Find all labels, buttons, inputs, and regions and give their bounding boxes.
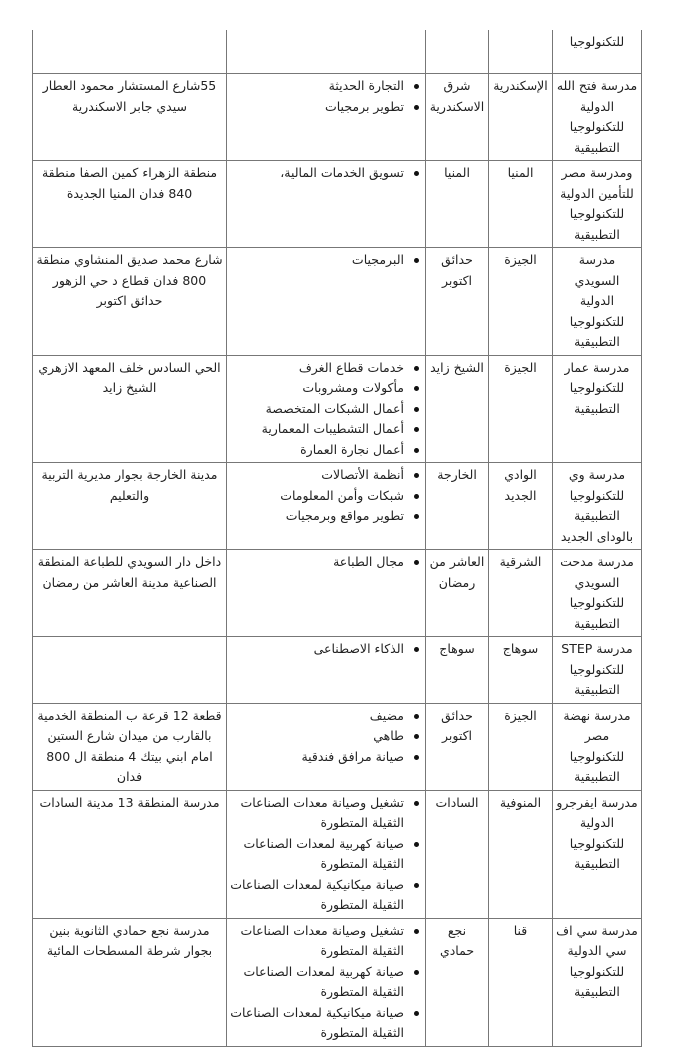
specialization-item: صيانة ميكانيكية لمعدات الصناعات الثقيلة المتطورة (230, 875, 404, 916)
school-name-cell: مدرسة وي للتكنولوجيا التطبيقية بالوداى الجديد (553, 463, 642, 550)
specializations-list (230, 358, 422, 461)
specialization-item: صيانة كهربية لمعدات الصناعات الثقيلة المتطورة (230, 834, 404, 875)
city-cell: الشيخ زايد (426, 355, 489, 463)
governorate-cell: الشرقية (489, 550, 553, 637)
specializations-cell (227, 248, 426, 356)
address-cell: 55شارع المستشار محمود العطار سيدي جابر الاسكندرية (33, 74, 227, 161)
specialization-item: صيانة ميكانيكية لمعدات الصناعات الثقيلة المتطورة (230, 1003, 404, 1044)
governorate-cell: الجيزة (489, 703, 553, 790)
school-name-cell: مدرسة عمار للتكنولوجيا التطبيقية (553, 355, 642, 463)
address-cell (33, 637, 227, 704)
specializations-list (230, 921, 422, 1044)
specialization-item: أعمال الشبكات المتخصصة (230, 399, 404, 420)
city-cell: المنيا (426, 161, 489, 248)
specialization-item: تطوير مواقع وبرمجيات (230, 506, 404, 527)
specialization-item: صيانة كهربية لمعدات الصناعات الثقيلة المتطورة (230, 962, 404, 1003)
specialization-item: تطوير برمجيات (230, 97, 404, 118)
specializations-list (230, 76, 422, 117)
governorate-cell: قنا (489, 918, 553, 1046)
specialization-item: تشغيل وصيانة معدات الصناعات الثقيلة المتطورة (230, 921, 404, 962)
specialization-item: أعمال التشطيبات المعمارية (230, 419, 404, 440)
city-cell: الخارجة (426, 463, 489, 550)
table-row (33, 918, 642, 1046)
city-cell: سوهاج (426, 637, 489, 704)
governorate-cell: المنيا (489, 161, 553, 248)
specialization-item: أعمال نجارة العمارة (230, 440, 404, 461)
school-name-cell: ومدرسة مصر للتأمين الدولية للتكنولوجيا التطبيقية (553, 161, 642, 248)
table-row (33, 74, 642, 161)
table-row (33, 161, 642, 248)
address-cell: الحي السادس خلف المعهد الازهري الشيخ زايد (33, 355, 227, 463)
specializations-cell (227, 355, 426, 463)
city-cell: حدائق اكتوبر (426, 248, 489, 356)
address-cell (33, 30, 227, 74)
specialization-item: مجال الطباعة (230, 552, 404, 573)
specialization-item: تشغيل وصيانة معدات الصناعات الثقيلة المتطورة (230, 793, 404, 834)
address-cell: قطعة 12 قرعة ب المنطقة الخدمية بالقارب من ميدان شارع الستين امام ابني بيتك 4 منطقة ال 800 فدان (33, 703, 227, 790)
school-name-cell: مدرسة فتح الله الدولية للتكنولوجيا التطبيقية (553, 74, 642, 161)
governorate-cell: الإسكندرية (489, 74, 553, 161)
specializations-list (230, 465, 422, 527)
school-name-cell: مدرسة مدحت السويدي للتكنولوجيا التطبيقية (553, 550, 642, 637)
school-name-cell: مدرسة سي اف سي الدولية للتكنولوجيا التطبيقية (553, 918, 642, 1046)
table-row (33, 703, 642, 790)
specializations-list (230, 250, 422, 271)
table-row (33, 30, 642, 74)
specializations-list (230, 552, 422, 573)
specializations-cell (227, 918, 426, 1046)
address-cell: مدينة الخارجة بجوار مديرية التربية والتعليم (33, 463, 227, 550)
specialization-item: خدمات قطاع الغرف (230, 358, 404, 379)
specialization-item: التجارة الحديثة (230, 76, 404, 97)
city-cell: حدائق اكتوبر (426, 703, 489, 790)
address-cell: منطقة الزهراء كمين الصفا منطقة 840 فدان المنيا الجديدة (33, 161, 227, 248)
governorate-cell: الجيزة (489, 248, 553, 356)
governorate-cell: الجيزة (489, 355, 553, 463)
address-cell: داخل دار السويدي للطباعة المنطقة الصناعية مدينة العاشر من رمضان (33, 550, 227, 637)
specializations-cell (227, 637, 426, 704)
specializations-list (230, 163, 422, 184)
governorate-cell: سوهاج (489, 637, 553, 704)
specialization-item: صيانة مرافق فندقية (230, 747, 404, 768)
specialization-item: أنظمة الأتصالات (230, 465, 404, 486)
table-row (33, 637, 642, 704)
city-cell: السادات (426, 790, 489, 918)
specializations-cell (227, 74, 426, 161)
city-cell: نجع حمادي (426, 918, 489, 1046)
address-cell: مدرسة نجع حمادي الثانوية بنين بجوار شرطة المسطحات المائية (33, 918, 227, 1046)
specializations-list (230, 639, 422, 660)
specializations-cell (227, 550, 426, 637)
city-cell: شرق الاسكندرية (426, 74, 489, 161)
table-row (33, 355, 642, 463)
governorate-cell: المنوفية (489, 790, 553, 918)
specializations-list (230, 706, 422, 768)
schools-table (32, 30, 642, 1047)
city-cell: العاشر من رمضان (426, 550, 489, 637)
specialization-item: البرمجيات (230, 250, 404, 271)
governorate-cell (489, 30, 553, 74)
specialization-item: طاهي (230, 726, 404, 747)
school-name-cell: مدرسة نهضة مصر للتكنولوجيا التطبيقية (553, 703, 642, 790)
specialization-item: مأكولات ومشروبات (230, 378, 404, 399)
table-row (33, 550, 642, 637)
address-cell: شارع محمد صديق المنشاوي منطقة 800 فدان قطاع د حي الزهور حدائق اكتوبر (33, 248, 227, 356)
school-name-cell: للتكنولوجيا (553, 30, 642, 74)
school-name-cell: مدرسة STEP للتكنولوجيا التطبيقية (553, 637, 642, 704)
specialization-item: تسويق الخدمات المالية، (230, 163, 404, 184)
specializations-cell (227, 463, 426, 550)
specializations-cell (227, 161, 426, 248)
school-name-cell: مدرسة ايفرجرو الدولية للتكنولوجيا التطبيقية (553, 790, 642, 918)
specializations-cell (227, 30, 426, 74)
governorate-cell: الوادي الجديد (489, 463, 553, 550)
specialization-item: مضيف (230, 706, 404, 727)
table-row (33, 463, 642, 550)
school-name-cell: مدرسة السويدي الدولية للتكنولوجيا التطبيقية (553, 248, 642, 356)
table-row (33, 248, 642, 356)
specialization-item: الذكاء الاصطناعى (230, 639, 404, 660)
address-cell: مدرسة المنطقة 13 مدينة السادات (33, 790, 227, 918)
specializations-cell (227, 703, 426, 790)
city-cell (426, 30, 489, 74)
table-row (33, 790, 642, 918)
specialization-item: شبكات وأمن المعلومات (230, 486, 404, 507)
specializations-list (230, 793, 422, 916)
specializations-cell (227, 790, 426, 918)
